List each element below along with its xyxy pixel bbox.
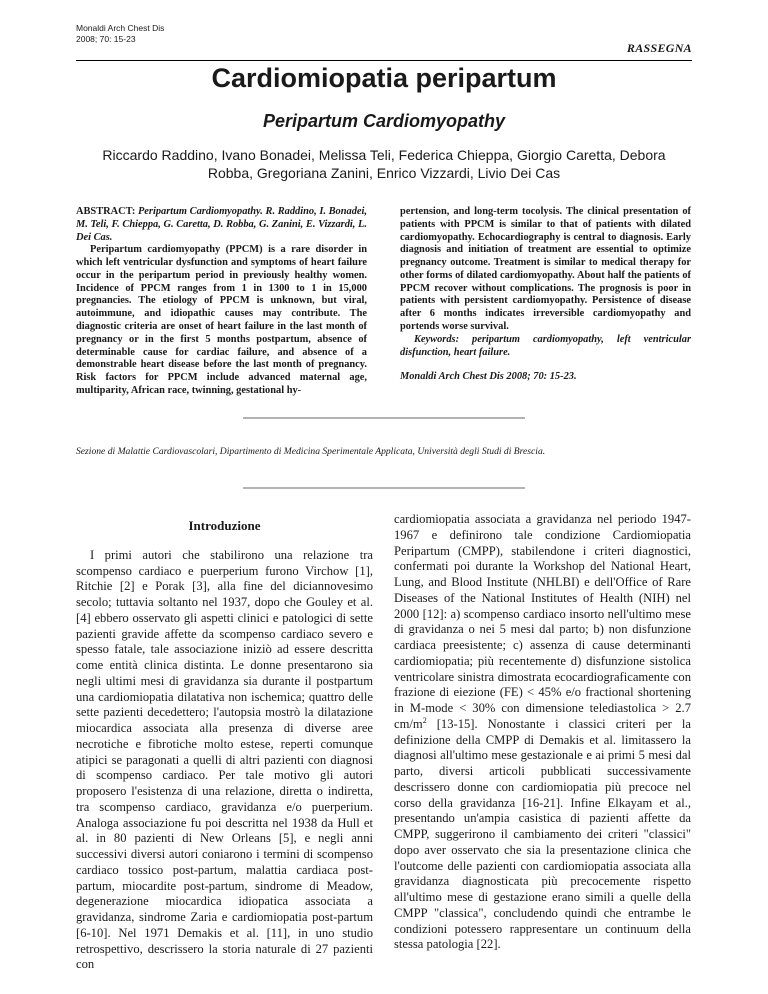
journal-reference: [76, 23, 164, 45]
abstract-title: Peripartum Cardiomyopathy. R. Raddino, I. Bonadei, M. Teli, F. Chieppa, G. Caretta, D. Robba, G. Zanini, E. Vizzardi, L. Dei Cas.: [76, 206, 367, 243]
superscript: 2: [422, 715, 427, 725]
body-paragraph: I primi autori che stabilirono una relazione tra scompenso cardiaco e puerperium furono Virchow [1], Ritchie [2] e Porak [3], alla fine del diciannovesimo secolo; tuttavia soltanto nel 1937, dopo che Gouley et al. [4] ebbero osservato gli aspetti clinici e patologici di sette pazienti gravide affette da scompenso cardiaco severo e spesso fatale, tale associazione iniziò ad essere descritta come entità clinica distinta. Le donne presentarono sia negli ultimi mesi di gravidanza sia durante il postpartum una cardiomiopatia dilatativa non ischemica; quattro delle sette pazienti decedettero; l'autopsia mostrò la dilatazione miocardica associata alla presenza di diverse aree necrotiche e fibrotiche molto estese, reperti comunque atipici se paragonati a quelli di altri pazienti con diagnosi di scompenso cardiaco. Per tale motivo gli autori proposero l'esistenza di una relazione, diretta o indiretta, tra scompenso cardiaco, gravidanza e/o puerperium. Analoga associazione fu poi descritta nel 1938 da Hull et al. in 80 pazienti di New Orleans [5], e negli anni successivi diversi autori coniarono i termini di scompenso cardiaco tossico post-partum, malattia cardiaca post-partum, miocardite post-partum, sindrome di Meadow, degenerazione miocardica idiopatica associata a gravidanza, sindrome Zaria e cardiomiopatia post-partum [6-10]. Nel 1971 Demakis et al. [11], in uno studio retrospettivo, descrissero la storia naturale di 27 pazienti con: [76, 547, 373, 972]
journal-volume: 2008; 70: 15-23: [76, 34, 136, 44]
abstract-paragraph-continued: pertension, and long-term tocolysis. The clinical presentation of patients with PPCM is similar to that of patients with dilated cardiomyopathy. Echocardiography is central to diagnosis. Early diagnosis and initiation of treatment are essential to optimize pregnancy outcome. Treatment is similar to medical therapy for other forms of dilated cardiomyopathy. About half the patients of PPCM recover without complications. The prognosis is poor in patients with persistent cardiomyopathy. Persistence of disease after 6 months indicates irreversible cardiomyopathy and portends worse survival.: [400, 206, 691, 333]
article-subtitle: Peripartum Cardiomyopathy: [262, 111, 506, 131]
keywords-label: Keywords:: [414, 333, 460, 345]
abstract-citation: Monaldi Arch Chest Dis 2008; 70: 15-23.: [400, 371, 577, 383]
divider-rule: [243, 487, 525, 489]
keywords: peripartum cardiomyopathy, left ventricular disfunction, heart failure.: [400, 333, 691, 358]
abstract-paragraph: Peripartum cardiomyopathy (PPCM) is a rare disorder in which left ventricular dysfunction and symptoms of heart failure occur in the peripartum period in previously healthy women. Incidence of PPCM ranges from 1 in 1300 to 1 in 15,000 pregnancies. The etiology of PPCM is unknown, but viral, autoimmune, and idiopathic causes may contribute. The diagnostic criteria are onset of heart failure in the last month of pregnancy or in the first 5 months postpartum, absence of determinable cause for cardiac failure, and absence of a demonstrable heart disease before the last month of pregnancy. Risk factors for PPCM include advanced maternal age, multiparity, African race, twinning, gestational hy-: [76, 244, 367, 396]
affiliation: Sezione di Malattie Cardiovascolari, Dipartimento di Medicina Sperimentale Applicata, Università degli Studi di Brescia.: [76, 446, 546, 457]
body-paragraph-continued: [394, 512, 691, 953]
abstract-column-right: [400, 206, 691, 384]
section-heading-introduction: Introduzione: [188, 518, 261, 533]
abstract-column-left: [76, 206, 367, 398]
body-column-left: [76, 512, 373, 973]
abstract-label: ABSTRACT:: [76, 206, 136, 217]
body-text: [13-15]. Nonostante i classici criteri per la definizione della CMPP di Demakis et al. limitassero la diagnosi all'ultimo mese gestazionale e ai primi 5 mesi dal parto, diversi articoli pubblicati successivamente descrissero donne con cardiomiopatia più precoce nel corso della gravidanza [16-21]. Infine Elkayam et al., presentando un'ampia casistica di pazienti affette da CMPP, suggerirono il cambiamento dei criteri "classici" dopo aver osservato che sia la presentazione clinica che l'outcome delle pazienti con cardiomiopatia associata alla gravidanza diagnosticata più precocemente rispetto all'ultimo mese di gestazione erano simili a quelle della CMPP "classica", concludendo quindi che entrambe le condizioni potessero rappresentare un continuum della stessa patologia [22].: [394, 716, 691, 952]
section-label: RASSEGNA: [626, 41, 692, 55]
article-title: Cardiomiopatia peripartum: [211, 63, 557, 93]
header-rule: [76, 60, 692, 61]
divider-rule: [243, 417, 525, 419]
journal-name: Monaldi Arch Chest Dis: [76, 23, 165, 33]
body-text: cardiomiopatia associata a gravidanza nel periodo 1947-1967 e definirono tale condizione Cardiomiopatia Peripartum (CMPP), stabilendone i criteri diagnostici, confermati poi durante la Workshop del National Heart, Lung, and Blood Institute (NHLBI) e dell'Office of Rare Diseases of the National Institutes of Health (NIH) nel 2000 [12]: a) scompenso cardiaco insorto nell'ultimo mese di gravidanza o nei 5 mesi dal parto; b) non disfunzione cardiaca preesistente; c) assenza di cause determinanti cardiomiopatia; più recentemente d) disfunzione sistolica ventricolare sinistra dimostrata ecocardiograficamente con frazione di eiezione (FE) < 45% e/o fractional shortening in M-mode < 30% con dimensione telediastolica > 2.7 cm/m: [394, 512, 691, 731]
body-column-right: [394, 512, 691, 953]
author-list: Riccardo Raddino, Ivano Bonadei, Melissa Teli, Federica Chieppa, Giorgio Caretta, Debora Robba, Gregoriana Zanini, Enrico Vizzardi, Livio Dei Cas: [102, 147, 666, 181]
